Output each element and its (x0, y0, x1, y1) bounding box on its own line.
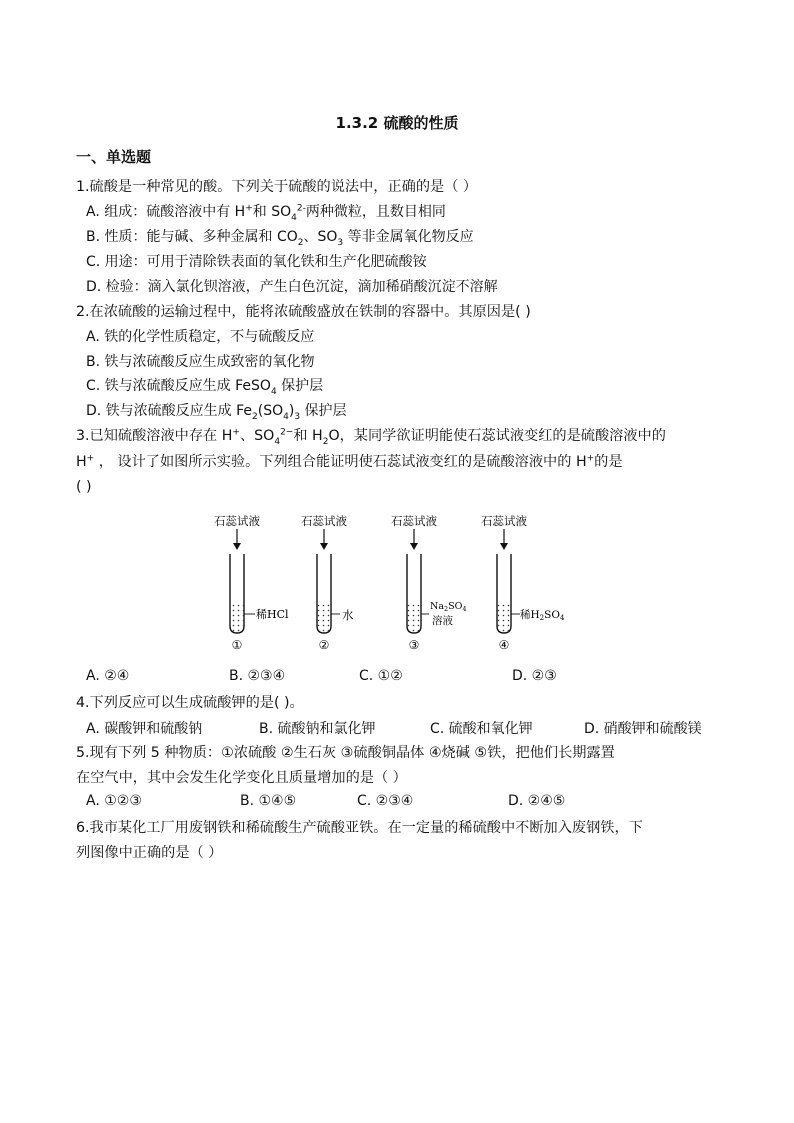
tube3-number: ③ (408, 638, 420, 652)
tube2-reagent-label: 石蕊试液 (301, 514, 347, 528)
q4-option-a: A. 碳酸钾和硫酸钠 (86, 721, 203, 737)
q3-option-c: C. ①② (359, 668, 403, 684)
q2-option-a: A. 铁的化学性质稳定，不与硫酸反应 (86, 329, 315, 345)
section-heading: 一、单选题 (76, 148, 152, 166)
q4-option-b: B. 硫酸钠和氯化钾 (259, 721, 376, 737)
q5-stem-line1: 5.现有下列 5 种物质：①浓硫酸 ②生石灰 ③硫酸铜晶体 ④烧碱 ⑤铁，把他们长期露置 (76, 745, 615, 761)
test-tube-4 (481, 514, 565, 652)
q1-option-c: C. 用途：可用于清除铁表面的氧化铁和生产化肥硫酸铵 (86, 254, 427, 270)
q1-option-b: B. 性质：能与碱、多种金属和 $CO_2$、$SO_3$ 等非金属氧化物反应 (86, 229, 474, 248)
q2-option-b: B. 铁与浓硫酸反应生成致密的氧化物 (86, 354, 315, 370)
q6-stem-line2: 列图像中正确的是（ ） (76, 845, 223, 861)
test-tube-3 (391, 514, 467, 652)
q2-stem: 2.在浓硫酸的运输过程中，能将浓硫酸盛放在铁制的容器中。其原因是( ) (76, 304, 531, 320)
tube3-liquid-label: 溶液 (432, 615, 453, 627)
q3-stem-line2: H+ ， 设计了如图所示实验。下列组合能证明使石蕊试液变红的是硫酸溶液中的 H+的是 (76, 453, 623, 470)
tube1-liquid-label: 稀HCl (256, 608, 289, 621)
q1-option-d: D. 检验：滴入氯化钡溶液，产生白色沉淀，滴加稀硝酸沉淀不溶解 (86, 279, 498, 295)
tube3-liquid-formula: $Na_2SO_4$ (430, 601, 467, 613)
q5-stem-line2: 在空气中，其中会发生化学变化且质量增加的是（ ） (76, 770, 407, 786)
q5-options (0, 793, 794, 813)
tube4-liquid-label: 稀H2SO4 (520, 609, 565, 622)
tube3-reagent-label: 石蕊试液 (391, 514, 437, 528)
tube1-number: ① (231, 638, 243, 652)
q1-stem: 1.硫酸是一种常见的酸。下列关于硫酸的说法中，正确的是（ ） (76, 179, 478, 195)
tube2-number: ② (318, 638, 330, 652)
q5-option-b: B. ①④⑤ (240, 793, 297, 809)
q1-option-a: A. 组成：硫酸溶液中有 H+和 $SO_4^{2-}$两种微粒，且数目相同 (86, 203, 446, 223)
test-tube-1 (214, 514, 289, 652)
q4-options (0, 718, 794, 738)
q4-option-d: D. 硝酸钾和硫酸镁 (584, 721, 702, 737)
test-tube-figure (206, 508, 582, 656)
q5-option-c: C. ②③④ (357, 793, 414, 809)
q3-option-d: D. ②③ (512, 668, 557, 684)
test-tube-2 (301, 514, 354, 652)
q3-option-a: A. ②④ (86, 668, 130, 684)
q3-stem-line3: ( ) (76, 479, 92, 495)
q4-option-c: C. 硫酸和氧化钾 (430, 721, 533, 737)
q3-stem-line1: 3.已知硫酸溶液中存在 H+、$SO_4^{2-}$和 $H_2O$，某同学欲证明能使石蕊试液变红的是硫酸溶液中的 (76, 427, 666, 447)
q3-options (0, 668, 794, 688)
tube1-reagent-label: 石蕊试液 (214, 514, 260, 528)
q5-option-a: A. ①②③ (86, 793, 142, 809)
q2-option-d: D. 铁与浓硫酸反应生成 $Fe_2(SO_4)_3$ 保护层 (86, 403, 347, 422)
q6-stem-line1: 6.我市某化工厂用废钢铁和稀硫酸生产硫酸亚铁。在一定量的稀硫酸中不断加入废钢铁，下 (76, 820, 643, 836)
q2-option-c: C. 铁与浓硫酸反应生成 FeSO$_4$ 保护层 (86, 378, 324, 397)
page-title: 1.3.2 硫酸的性质 (335, 114, 459, 132)
q3-option-b: B. ②③④ (229, 668, 286, 684)
tube4-number: ④ (498, 638, 510, 652)
tube2-liquid-label: 水 (342, 608, 354, 622)
q4-stem: 4.下列反应可以生成硫酸钾的是( )。 (76, 695, 304, 711)
tube4-reagent-label: 石蕊试液 (481, 514, 527, 528)
q5-option-d: D. ②④⑤ (508, 793, 566, 809)
